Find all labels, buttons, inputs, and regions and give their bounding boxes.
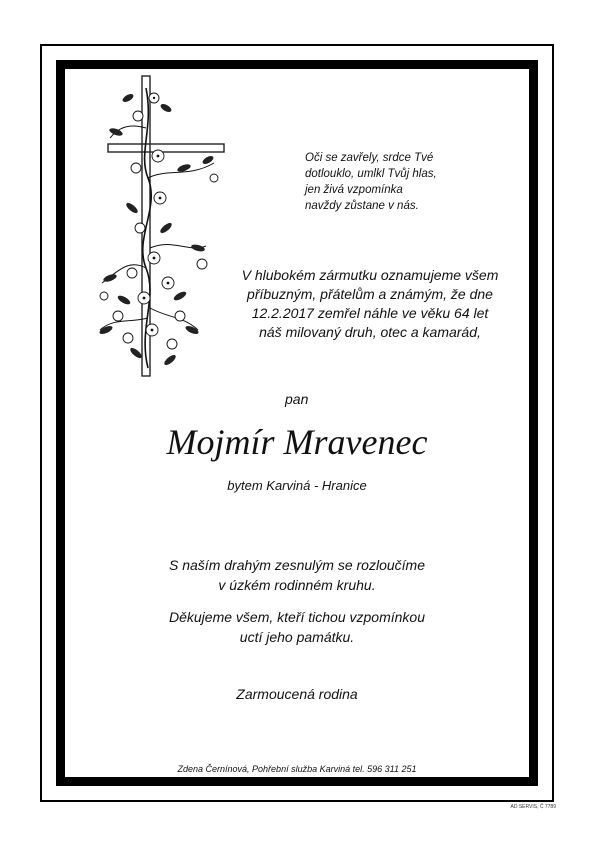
funeral-service-footer: Zdena Černínová, Pohřební služba Karviná tel. 596 311 251 [177,764,417,774]
announcement-line: 12.2.2017 zemřel náhle ve věku 64 let [251,305,489,321]
cross-with-flowers-icon [88,68,228,380]
thanks-text [0,607,594,647]
farewell-text [0,555,594,595]
farewell-line: v úzkém rodinném kruhu. [218,577,376,593]
memorial-poem [305,150,505,214]
deceased-name: Mojmír Mravenec [166,422,428,462]
printer-mark: AD SERVIS, Č 7789 [510,804,556,810]
farewell-line: S naším drahým zesnulým se rozloučíme [169,557,425,573]
death-announcement [225,266,515,342]
announcement-line: příbuzným, přátelům a známým, že dne [247,286,493,302]
thanks-line: Děkujeme všem, kteří tichou vzpomínkou [169,609,425,625]
announcement-line: náš milovaný druh, otec a kamarád, [259,324,481,340]
poem-line: dotlouklo, umlkl Tvůj hlas, [305,168,437,180]
signature: Zarmoucená rodina [236,686,358,702]
residence: bytem Karviná - Hranice [227,478,367,493]
poem-line: Oči se zavřely, srdce Tvé [305,152,434,164]
announcement-line: V hlubokém zármutku oznamujeme všem [241,267,499,283]
poem-line: jen živá vzpomínka [305,184,403,196]
thanks-line: uctí jeho památku. [239,629,355,645]
salutation: pan [285,391,309,407]
poem-line: navždy zůstane v nás. [305,200,419,212]
